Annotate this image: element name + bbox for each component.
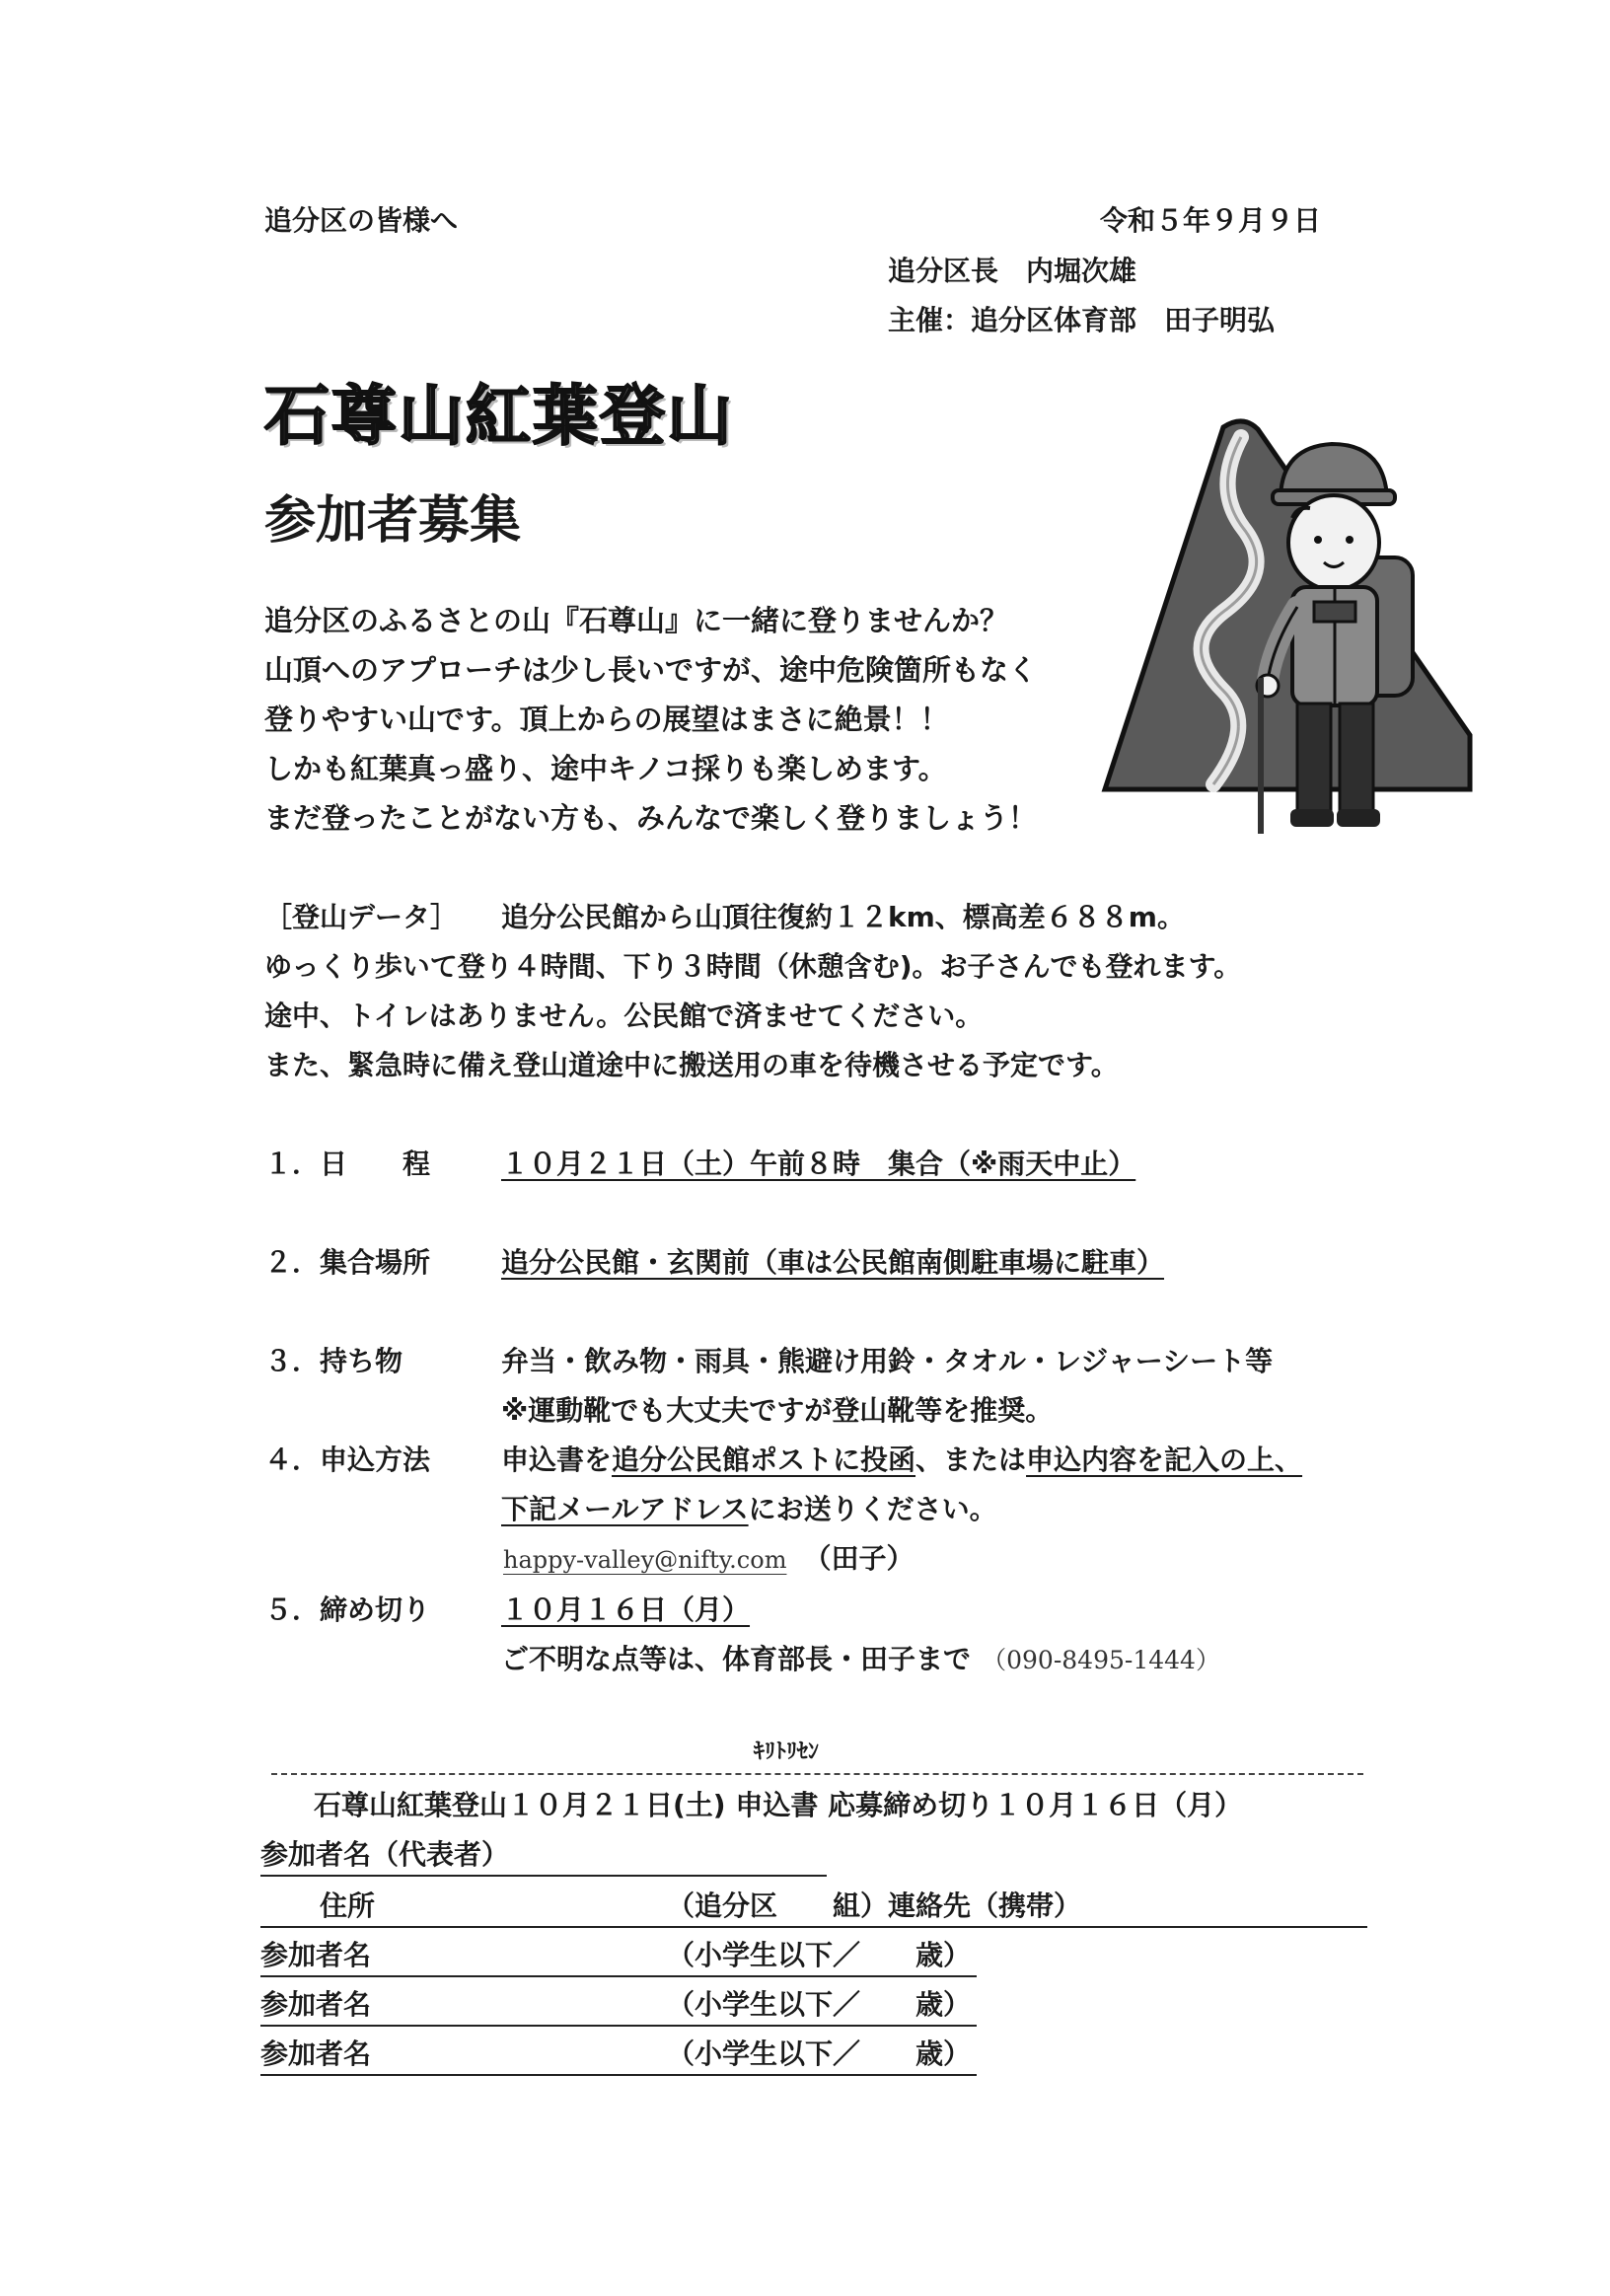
form-participant-1-age: （小学生以下／ 歳） [667,1939,972,1971]
apply-text-1: 申込書を [501,1444,613,1476]
schedule-value: １０月２１日（土）午前８時 集合（※雨天中止） [501,1148,1136,1180]
email-owner: （田子） [803,1542,915,1575]
climb-data-line-2: ゆっくり歩いて登り４時間、下り３時間（休憩含む)。お子さんでも登れます。 [264,950,1242,983]
form-participant-3-label: 参加者名 [260,2037,372,2070]
form-address-line[interactable] [260,1926,1367,1928]
climb-data-line-1: 追分公民館から山頂往復約１２km、標高差６８８m。 [501,901,1185,933]
form-participant-1-label: 参加者名 [260,1939,372,1971]
apply-text-3: にお送りください。 [748,1493,997,1525]
page-title: 石尊山紅葉登山 [264,378,734,454]
belongings-value: 弁当・飲み物・雨具・熊避け用鈴・タオル・レジャーシート等 [501,1345,1274,1377]
cut-line [271,1773,1363,1775]
place-label: ２．集合場所 [264,1246,431,1279]
hiker-mountain-illustration [1095,409,1480,844]
email-link[interactable]: happy-valley@nifty.com [503,1546,787,1574]
contact-phone: （090-8495-1444） [982,1646,1220,1674]
intro-line-3: 登りやすい山です。頂上からの展望はまさに絶景！！ [264,703,949,736]
contact-line [501,1642,1220,1681]
form-participant-3-line[interactable] [260,2074,977,2076]
apply-post-box: 追分公民館ポストに投函 [612,1444,916,1476]
apply-email-line [503,1541,915,1581]
apply-line-2 [501,1492,997,1527]
place-value: 追分公民館・玄関前（車は公民館南側駐車場に駐車） [501,1246,1165,1279]
apply-email-ref: 下記メールアドレス [501,1493,749,1525]
deadline-value: １０月１６日（月） [501,1593,751,1626]
form-rep-label: 参加者名（代表者） [260,1838,510,1871]
issue-date: 令和５年９月９日 [1100,204,1322,237]
form-rep-line[interactable] [260,1875,827,1877]
climb-data-line-3: 途中、トイレはありません。公民館で済ませてください。 [264,1000,984,1032]
page-subtitle: 参加者募集 [264,491,522,551]
belongings-note: ※運動靴でも大丈夫ですが登山靴等を推奨。 [501,1394,1054,1427]
intro-line-5: まだ登ったことがない方も、みんなで楽しく登りましょう！ [264,801,1038,835]
apply-line-1 [501,1443,1302,1478]
apply-text-2: 、または [915,1444,1027,1476]
form-heading: 石尊山紅葉登山１０月２１日(土) 申込書 応募締め切り１０月１６日（月） [314,1789,1243,1821]
schedule-label: １．日 程 [264,1148,431,1180]
cut-line-label: ｷﾘﾄﾘｾﾝ [754,1740,820,1764]
apply-fill-content: 申込内容を記入の上、 [1026,1444,1303,1476]
form-participant-1-line[interactable] [260,1975,977,1977]
contact-text: ご不明な点等は、体育部長・田子まで [501,1643,972,1675]
apply-label: ４．申込方法 [264,1444,431,1476]
right-leg [1340,704,1373,812]
form-district-label: （追分区 組）連絡先（携帯） [667,1889,1082,1922]
district-chief: 追分区長 内堀次雄 [888,255,1137,287]
form-participant-3-age: （小学生以下／ 歳） [667,2037,972,2070]
climb-data-label: ［登山データ］ [264,901,459,933]
left-leg [1297,704,1331,812]
form-participant-2-label: 参加者名 [260,1988,372,2021]
form-participant-2-line[interactable] [260,2025,977,2027]
addressee: 追分区の皆様へ [264,204,459,237]
form-participant-2-age: （小学生以下／ 歳） [667,1988,972,2021]
deadline-label: ５．締め切り [264,1593,431,1626]
intro-line-2: 山頂へのアプローチは少し長いですが、途中危険箇所もなく [264,653,1038,687]
intro-line-1: 追分区のふるさとの山『石尊山』に一緒に登りませんか？ [264,604,1009,637]
climb-data-line-4: また、緊急時に備え登山道途中に搬送用の車を待機させる予定です。 [264,1049,1119,1081]
intro-line-4: しかも紅葉真っ盛り、途中キノコ採りも楽しめます。 [264,752,947,785]
organizer: 主催：追分区体育部 田子明弘 [888,304,1276,336]
form-address-label: 住所 [320,1889,376,1922]
belongings-label: ３．持ち物 [264,1345,403,1377]
